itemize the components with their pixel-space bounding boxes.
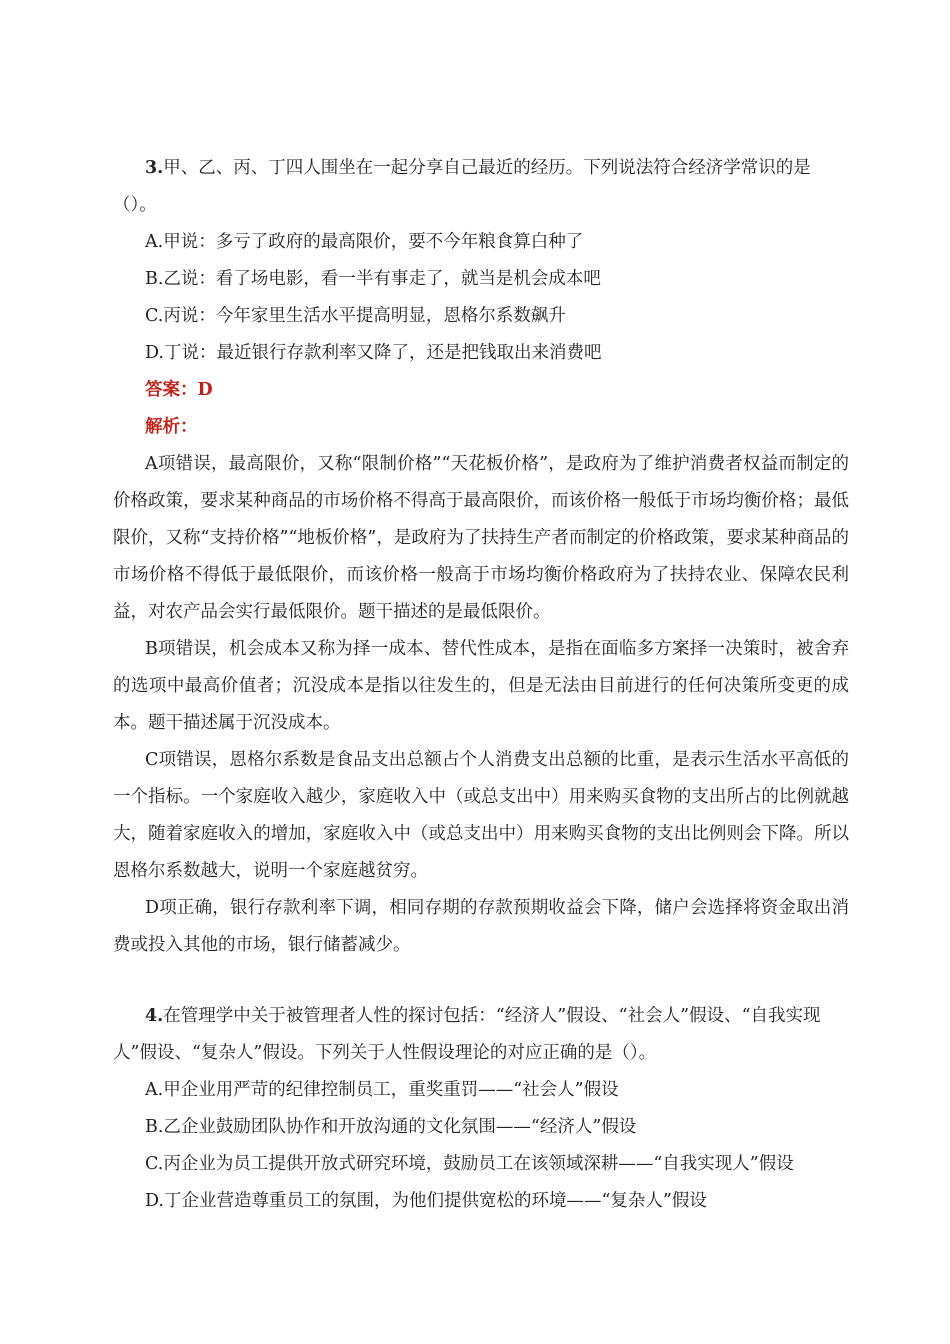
question-3-answer: 答案：D bbox=[145, 380, 213, 400]
question-4-option-c: C.丙企业为员工提供开放式研究环境，鼓励员工在该领域深耕——“自我实现人”假设 bbox=[145, 1154, 794, 1174]
question-3-analysis-c: C项错误，恩格尔系数是食品支出总额占个人消费支出总额的比重，是表示生活水平高低的一个指标。一个家庭收入越少，家庭收入中（或总支出中）用来购买食物的支出所占的比例就越大，随着家庭收入的增加，家庭收入中（或总支出中）用来购买食物的支出比例则会下降。所以恩格尔系数越大，说明一个家庭越贫穷。 bbox=[113, 750, 849, 881]
question-3-text: 甲、乙、丙、丁四人围坐在一起分享自己最近的经历。下列说法符合经济学常识的是（）。 bbox=[113, 158, 811, 215]
question-4-number: 4. bbox=[145, 1006, 164, 1026]
question-3 bbox=[113, 150, 849, 964]
question-3-option-c: C.丙说：今年家里生活水平提高明显，恩格尔系数飙升 bbox=[145, 306, 566, 326]
question-4-option-d: D.丁企业营造尊重员工的氛围，为他们提供宽松的环境——“复杂人”假设 bbox=[145, 1191, 707, 1211]
question-4-option-a: A.甲企业用严苛的纪律控制员工，重奖重罚——“社会人”假设 bbox=[145, 1080, 619, 1100]
question-3-option-a: A.甲说：多亏了政府的最高限价，要不今年粮食算白种了 bbox=[145, 232, 584, 252]
question-4-option-b: B.乙企业鼓励团队协作和开放沟通的文化氛围——“经济人”假设 bbox=[145, 1117, 637, 1137]
question-4 bbox=[113, 998, 849, 1220]
question-separator bbox=[113, 964, 849, 998]
question-3-stem bbox=[113, 150, 849, 224]
question-3-analysis-d: D项正确，银行存款利率下调，相同存期的存款预期收益会下降，储户会选择将资金取出消费或投入其他的市场，银行储蓄减少。 bbox=[113, 898, 849, 955]
question-3-option-d: D.丁说：最近银行存款利率又降了，还是把钱取出来消费吧 bbox=[145, 343, 602, 363]
document-page bbox=[113, 150, 849, 1220]
question-4-stem bbox=[113, 998, 849, 1072]
question-3-option-b: B.乙说：看了场电影，看一半有事走了，就当是机会成本吧 bbox=[145, 269, 601, 289]
question-3-analysis-label: 解析： bbox=[145, 417, 198, 437]
question-3-number: 3. bbox=[145, 158, 164, 178]
question-3-analysis-b: B项错误，机会成本又称为择一成本、替代性成本，是指在面临多方案择一决策时，被舍弃的选项中最高价值者；沉没成本是指以往发生的，但是无法由目前进行的任何决策所变更的成本。题干描述属于沉没成本。 bbox=[113, 639, 849, 733]
question-4-text: 在管理学中关于被管理者人性的探讨包括：“经济人”假设、“社会人”假设、“自我实现人”假设、“复杂人”假设。下列关于人性假设理论的对应正确的是（）。 bbox=[113, 1006, 821, 1063]
question-3-analysis-a: A项错误，最高限价，又称“限制价格”“天花板价格”，是政府为了维护消费者权益而制定的价格政策，要求某种商品的市场价格不得高于最高限价，而该价格一般低于市场均衡价格；最低限价，又称“支持价格”“地板价格”，是政府为了扶持生产者而制定的价格政策，要求某种商品的市场价格不得低于最低限价，而该价格一般高于市场均衡价格政府为了扶持农业、保障农民利益，对农产品会实行最低限价。题干描述的是最低限价。 bbox=[113, 454, 849, 622]
